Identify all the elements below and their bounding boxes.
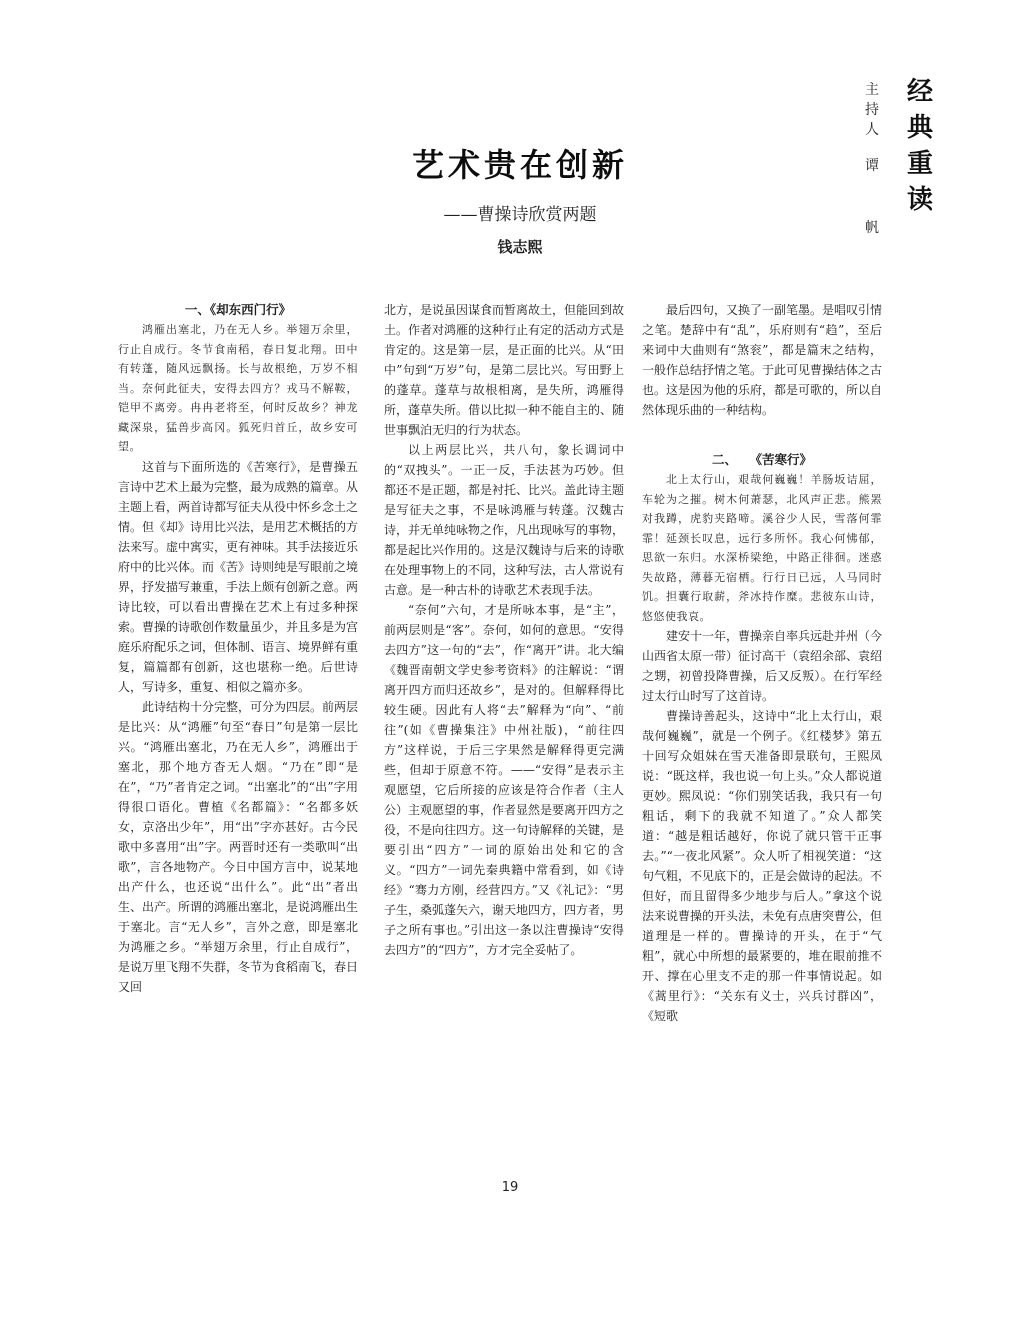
column-name-char: 经 [906, 77, 933, 107]
text-column-1 [118, 300, 358, 997]
body-paragraph: “奈何”六句，才是所咏本事，是“主”，前两层则是“客”。奈何，如何的意思。“安得去四方”这一句的“去”，作“离开”讲。北大编《魏晋南朝文学史参考资料》的注解说：“谓离开四方而归还故乡”，是对的。但解释得比较生硬。因此有人将“去”解释为“向”、“前往”(如《曹操集注》中州社版)，“前往四方”这样说，于后三字果然是解释得更完满些，但却于原意不符。——“安得”是表示主观愿望，它后所接的应该是符合作者（主人公）主观愿望的事，作者显然是要离开四方之役，不是向往四方。这一句诗解释的关键，是要引出“四方”一词的原始出处和它的含义。“四方”一词先秦典籍中常看到，如《诗经》“骞力方刚，经营四方。”又《礼记》：“男子生，桑弧蓬矢六，谢天地四方，四方者，男子之所有事也。”引出这一条以注曹操诗“安得去四方”的“四方”，方才完全妥帖了。 [384, 603, 625, 957]
column-name-char: 读 [906, 185, 933, 215]
host-label-char: 人 [865, 122, 879, 138]
article-title: 艺术贵在创新 [411, 146, 628, 184]
section-heading: 二、 《苦寒行》 [711, 452, 812, 467]
poem-text: 北上太行山，艰哉何巍巍！羊肠坂诘屈，车轮为之摧。树木何萧瑟，北风声正悲。熊罴对我蹲，虎豹夹路啼。溪谷少人民，雪落何霏霏！延颈长叹息，远行多所怀。我心何怫郁，思欲一东归。水深桥梁绝，中路正徘徊。迷惑失故路，薄暮无宿栖。行行日已远，人马同时饥。担囊行取薪，斧冰持作糜。悲彼东山诗，悠悠使我哀。 [642, 473, 882, 623]
column-name-vertical [902, 74, 938, 218]
host-label-char: 持 [865, 102, 879, 118]
body-paragraph: 曹操诗善起头，这诗中“北上太行山，艰哉何巍巍”，就是一个例子。《红楼梦》第五十回写众姐妹在雪天准备即景联句，王熙凤说：“既这样，我也说一句上头。”众人都说道更妙。熙凤说：“你们别笑话我，我只有一句粗话，剩下的我就不知道了。”众人都笑道：“越是粗话越好，你说了就只管干正事去。”“一夜北风紧”。众人听了相视笑道：“这句气粗，不见底下的，正是会做诗的起法。不但好，而且留得多少地步与后人。”拿这个说法来说曹操的开头法，未免有点唐突曹公，但道理是一样的。曹操诗的开头，在于“气粗”，就心中所想的最紧要的，堆在眼前推不开、撑在心里支不走的那一件事情说起。如《蒿里行》：“关东有义士，兴兵讨群凶”，《短歌 [642, 709, 883, 1023]
host-credit-vertical [862, 80, 882, 240]
host-name-char: 帆 [865, 220, 879, 236]
column-name-char: 典 [906, 113, 933, 143]
article-author: 钱志熙 [497, 238, 543, 256]
poem-text: 鸿雁出塞北，乃在无人乡。举翅万余里，行止自成行。冬节食南稻，春日复北翔。田中有转蓬，随风远飘扬。长与故根绝，万岁不相当。奈何此征夫，安得去四方？戎马不解鞍，铠甲不离旁。冉冉老将至，何时反故乡？神龙藏深泉，猛兽步高冈。狐死归首丘，故乡安可望。 [118, 323, 358, 453]
host-label-char: 主 [865, 82, 879, 98]
column-name-char: 重 [906, 149, 933, 179]
body-paragraph: 北方，是说虽因谋食而暂离故土，但能回到故土。作者对鸿雁的这种行止有定的活动方式是肯定的。这是第一层，是正面的比兴。从“田中”句到“万岁”句，是第二层比兴。写田野上的蓬草。蓬草与故根相离，是失所，鸿雁得所，蓬草失所。借以比拟一种不能自主的、随世事飘泊无归的行为状态。 [384, 303, 625, 437]
article-subtitle: ——曹操诗欣赏两题 [443, 205, 597, 225]
host-name [862, 154, 882, 240]
section-heading: 一、《却东西门行》 [184, 302, 292, 317]
body-paragraph: 最后四句，又换了一副笔墨。是唱叹引情之笔。楚辞中有“乱”，乐府则有“趋”，至后来词中大曲则有“煞衮”，都是篇末之结构，一般作总结抒情之笔。于此可见曹操结体之古也。这是因为他的乐府，都是可歌的，所以自然体现乐曲的一种结构。 [642, 303, 883, 417]
body-paragraph: 建安十一年，曹操亲自率兵远赴并州（今山西省太原一带）征讨高干（袁绍余部、袁绍之甥，初曾投降曹操，后又反叛）。在行军经过太行山时写了这首诗。 [642, 629, 883, 703]
page-number: 19 [501, 1180, 519, 1195]
host-name-char: 谭 [865, 158, 879, 174]
text-column-2 [384, 300, 624, 960]
body-paragraph: 以上两层比兴，共八句，象长调词中的“双拽头”。一正一反，手法甚为巧妙。但都还不是正题，都是衬托、比兴。盖此诗主题是写征夫之事，不是咏鸿雁与转蓬。汉魏古诗，并无单纯咏物之作，凡出现咏写的事物，都是起比兴作用的。这是汉魏诗与后来的诗歌在处理事物上的不同，这种写法，古人常说有古意。是一种古朴的诗歌艺术表现手法。 [384, 443, 625, 597]
body-paragraph: 此诗结构十分完整，可分为四层。前两层是比兴：从“鸿雁”句至“春日”句是第一层比兴。“鸿雁出塞北，乃在无人乡”，鸿雁出于塞北，那个地方杳无人烟。“乃在”即“是在”，“乃”者肯定之词。“出塞北”的“出”字用得很口语化。曹植《名都篇》：“名都多妖女，京洛出少年”，用“出”字亦甚好。古今民歌中多喜用“出”字。两晋时还有一类歌叫“出歌”，言各地物产。今日中国方言中，说某地出产什么，也还说“出什么”。此“出”者出生、出产。所谓的鸿雁出塞北，是说鸿雁出生于塞北。言“无人乡”，言外之意，即是塞北为鸿雁之乡。“举翅万余里，行止自成行”，是说万里飞翔不失群，冬节为食稻南飞，春日又回 [118, 699, 359, 994]
text-column-3 [642, 300, 882, 1026]
body-paragraph: 这首与下面所选的《苦寒行》，是曹操五言诗中艺术上最为完整，最为成熟的篇章。从主题上看，两首诗都写征夫从役中怀乡念土之情。但《却》诗用比兴法，是用艺术概括的方法来写。虚中寓实，更有神味。其手法接近乐府中的比兴体。而《苦》诗则纯是写眼前之境界，抒发描写兼重，手法上颇有创新之意。两诗比较，可以看出曹操在艺术上有过多种探索。曹操的诗歌创作数量虽少，并且多是为宫庭乐府配乐之词，但体制、语言、境界鲜有重复，篇篇都有创新，这也堪称一绝。后世诗人，写诗多，重复、相似之篇亦多。 [118, 459, 359, 694]
host-label [862, 80, 882, 140]
